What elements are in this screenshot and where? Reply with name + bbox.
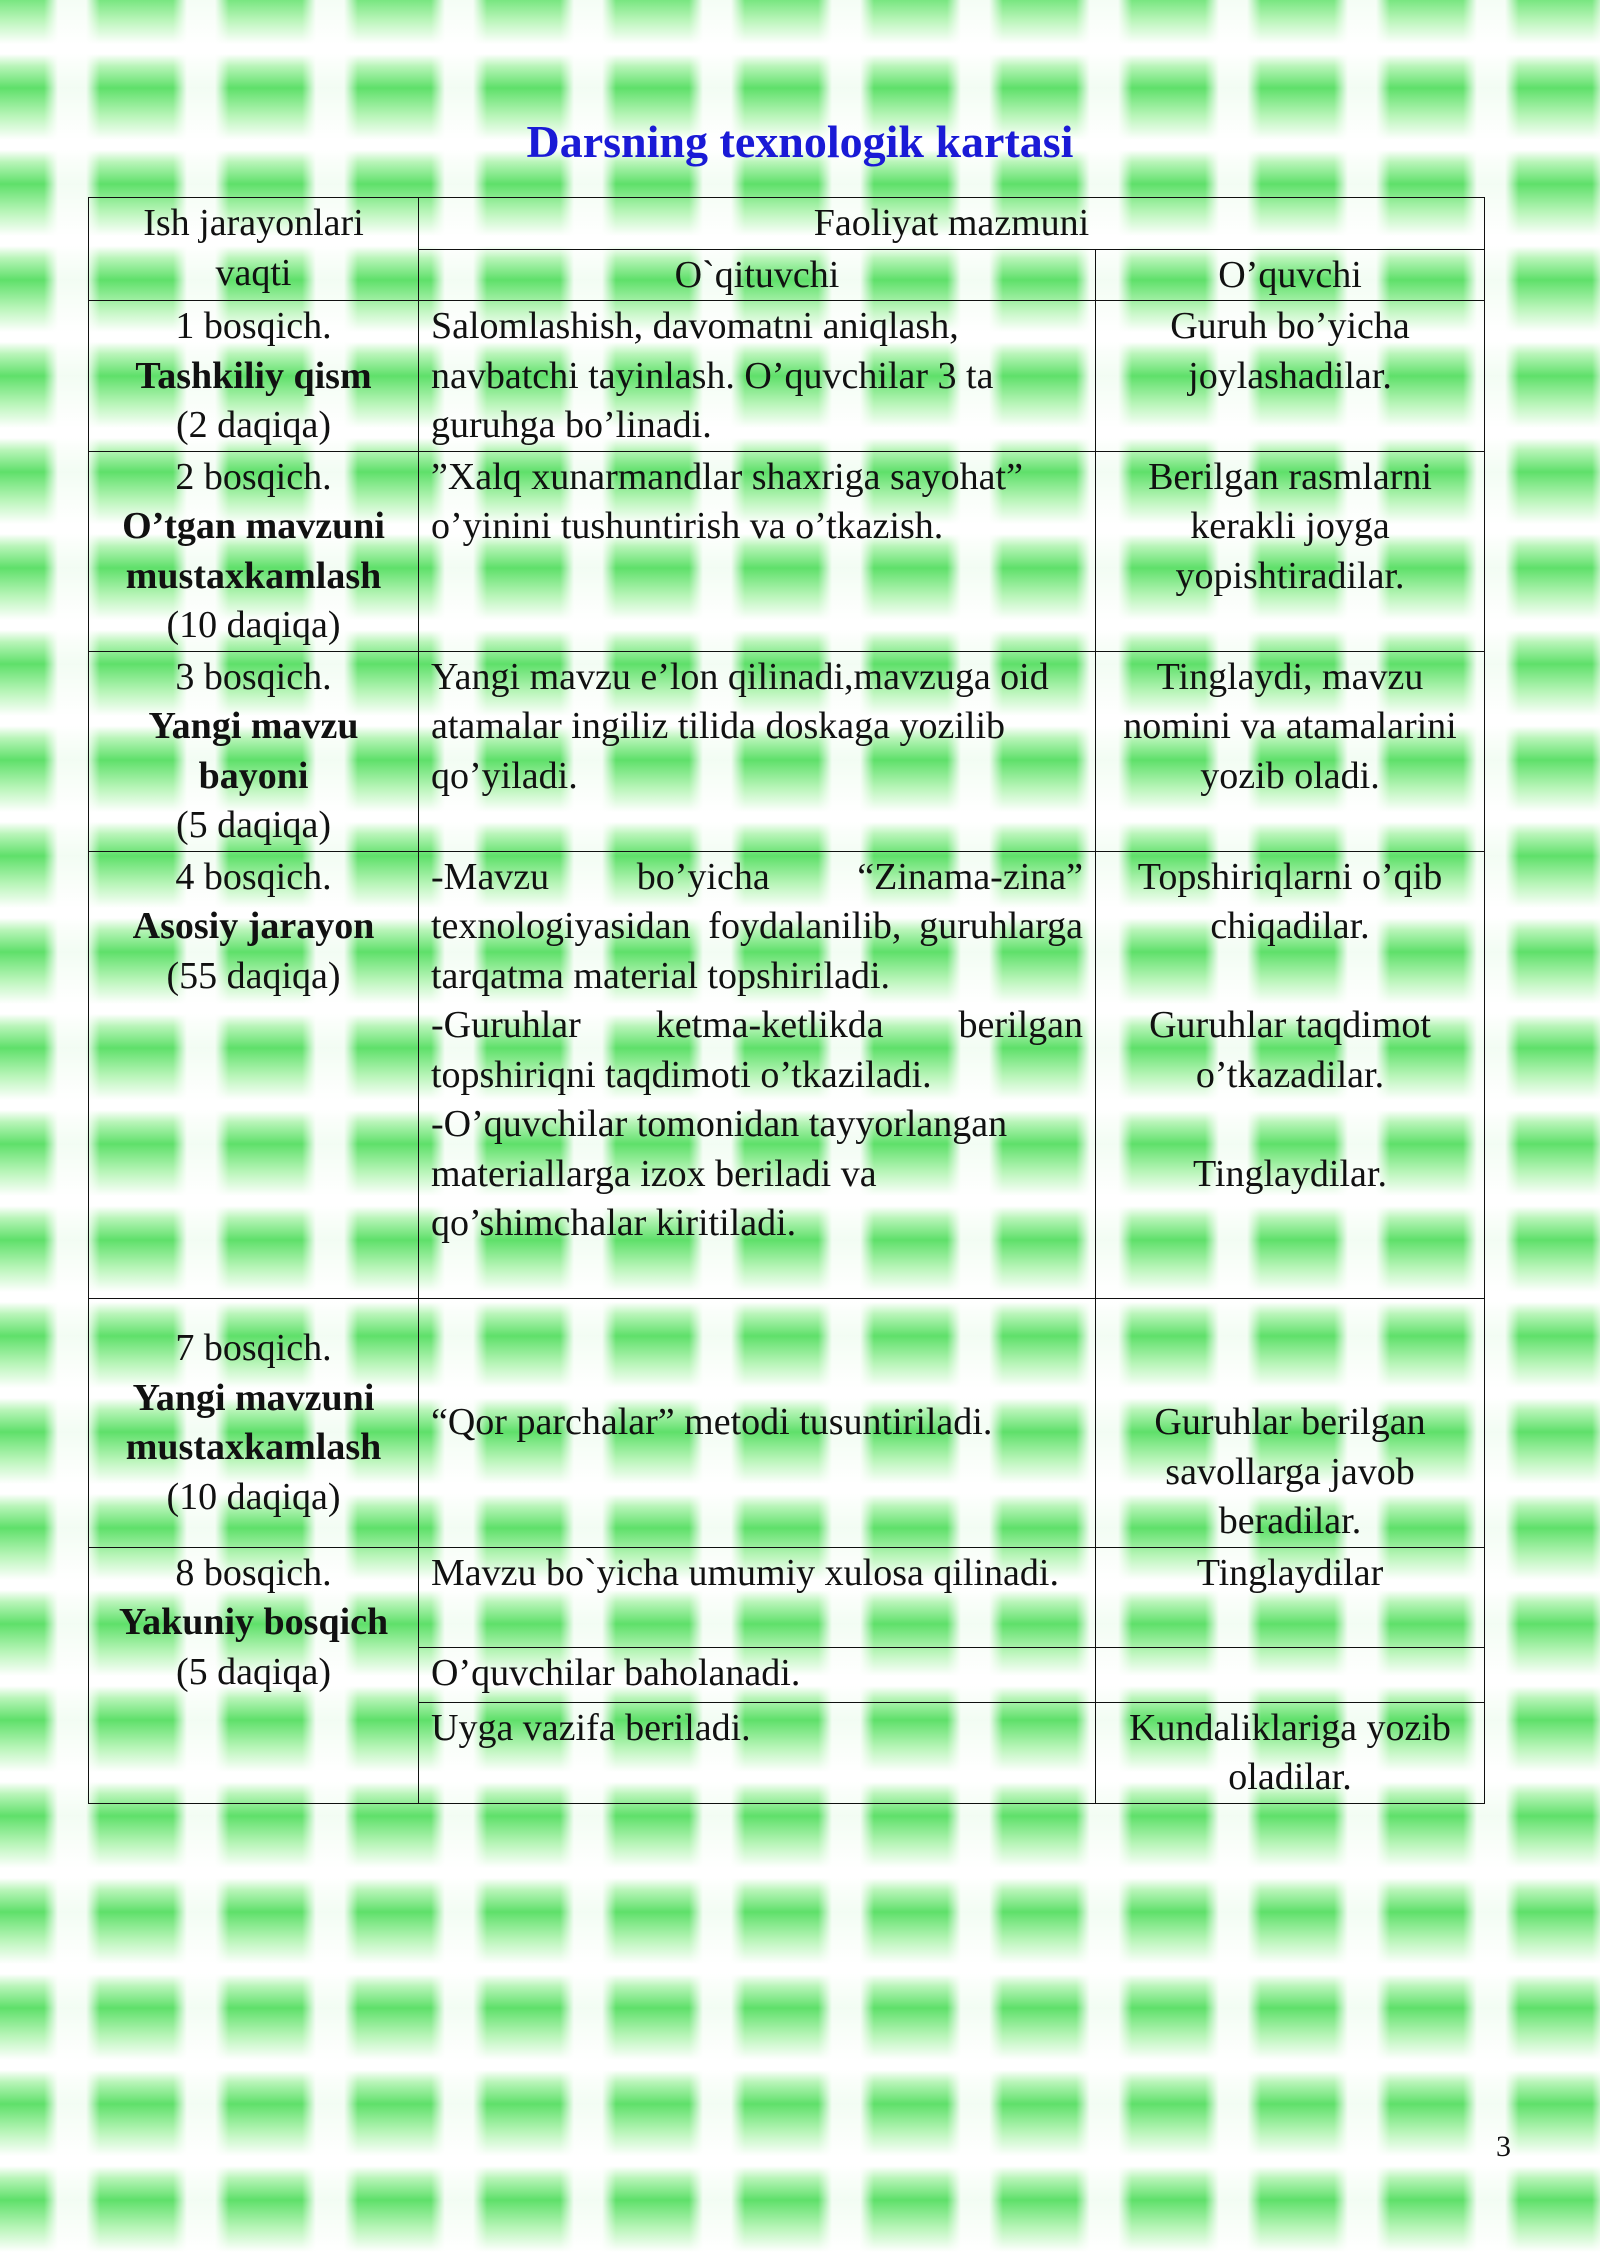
stage-number: 7 bosqich. bbox=[175, 1327, 332, 1369]
stage-number: 1 bosqich. bbox=[175, 305, 332, 347]
table-row bbox=[89, 451, 1485, 651]
stage-name: O’tgan mavzuni mustaxkamlash bbox=[122, 505, 385, 597]
table-row bbox=[89, 301, 1485, 452]
stage-cell bbox=[89, 1298, 419, 1547]
stage-name: Yangi mavzu bayoni bbox=[148, 705, 359, 797]
teacher-activity: O’quvchilar baholanadi. bbox=[419, 1647, 1096, 1702]
page-title: Darsning texnologik kartasi bbox=[526, 116, 1074, 167]
stage-time: (2 daqiqa) bbox=[175, 404, 332, 446]
stage-number: 2 bosqich. bbox=[175, 455, 332, 498]
stage-number: 3 bosqich. bbox=[175, 655, 332, 698]
header-student: O’quvchi bbox=[1096, 249, 1485, 301]
table-row bbox=[89, 1298, 1485, 1547]
student-activity: Kundaliklariga yozib oladilar. bbox=[1096, 1702, 1485, 1803]
stage-number: 4 bosqich. bbox=[175, 855, 332, 898]
table-row bbox=[89, 1547, 1485, 1647]
stage-name: Tashkiliy qism bbox=[135, 354, 372, 397]
stage-time: (10 daqiqa) bbox=[166, 604, 341, 646]
stage-cell bbox=[89, 301, 419, 452]
header-process-time: Ish jarayonlari vaqti bbox=[89, 198, 419, 301]
page-number: 3 bbox=[1496, 2130, 1511, 2163]
stage-cell bbox=[89, 451, 419, 651]
stage-number: 8 bosqich. bbox=[175, 1551, 332, 1594]
stage-time: (5 daqiqa) bbox=[175, 804, 332, 846]
teacher-item: -Mavzu bo’yicha “Zinama-zina” texnologiyasidan foydalanilib, guruhlarga tarqatma material topshiriladi. bbox=[431, 855, 1083, 997]
teacher-activity: Uyga vazifa beriladi. bbox=[419, 1702, 1096, 1803]
teacher-item: -Guruhlar ketma-ketlikda berilgan topshiriqni taqdimoti o’tkaziladi. bbox=[431, 1004, 1083, 1096]
teacher-activity: ”Xalq xunarmandlar shaxriga sayohat” o’yinini tushuntirish va o’tkazish. bbox=[419, 451, 1096, 651]
table-header-row bbox=[89, 198, 1485, 250]
student-activity: Berilgan rasmlarni kerakli joyga yopishtiradilar. bbox=[1096, 451, 1485, 651]
teacher-activity: Salomlashish, davomatni aniqlash, navbatchi tayinlash. O’quvchilar 3 ta guruhga bo’linadi. bbox=[419, 301, 1096, 452]
student-activity: Tinglaydi, mavzu nomini va atamalarini yozib oladi. bbox=[1096, 651, 1485, 851]
student-item: Guruhlar berilgan savollarga javob beradilar. bbox=[1154, 1401, 1426, 1542]
stage-name: Yangi mavzuni mustaxkamlash bbox=[125, 1376, 382, 1468]
table-row bbox=[89, 651, 1485, 851]
header-teacher: O`qituvchi bbox=[419, 249, 1096, 301]
teacher-activity: Yangi mavzu e’lon qilinadi,mavzuga oid atamalar ingiliz tilida doskaga yozilib qo’yiladi. bbox=[419, 651, 1096, 851]
student-activity: Guruh bo’yicha joylashadilar. bbox=[1096, 301, 1485, 452]
student-activity: Tinglaydilar bbox=[1096, 1547, 1485, 1647]
stage-cell bbox=[89, 851, 419, 1298]
table-row bbox=[89, 851, 1485, 1298]
student-activity bbox=[1096, 851, 1485, 1298]
stage-cell bbox=[89, 651, 419, 851]
teacher-item: -O’quvchilar tomonidan tayyorlangan materiallarga izox beriladi va qo’shimchalar kiritiladi. bbox=[431, 1103, 1008, 1244]
stage-time: (10 daqiqa) bbox=[166, 1475, 341, 1518]
stage-cell bbox=[89, 1547, 419, 1803]
stage-time: (5 daqiqa) bbox=[175, 1650, 332, 1693]
stage-name: Yakuniy bosqich bbox=[118, 1601, 389, 1643]
header-activity-content: Faoliyat mazmuni bbox=[419, 198, 1485, 250]
teacher-activity: “Qor parchalar” metodi tusuntiriladi. bbox=[419, 1298, 1096, 1547]
student-item: Topshiriqlarni o’qib chiqadilar. bbox=[1137, 855, 1443, 947]
stage-name: Asosiy jarayon bbox=[132, 905, 375, 947]
teacher-activity bbox=[419, 851, 1096, 1298]
student-activity bbox=[1096, 1298, 1485, 1547]
student-item: Tinglaydilar. bbox=[1193, 1152, 1387, 1195]
lesson-technology-table bbox=[88, 197, 1485, 1804]
teacher-activity: Mavzu bo`yicha umumiy xulosa qilinadi. bbox=[419, 1547, 1096, 1647]
student-item: Guruhlar taqdimot o’tkazadilar. bbox=[1149, 1004, 1431, 1096]
stage-time: (55 daqiqa) bbox=[166, 954, 341, 997]
student-activity bbox=[1096, 1647, 1485, 1702]
